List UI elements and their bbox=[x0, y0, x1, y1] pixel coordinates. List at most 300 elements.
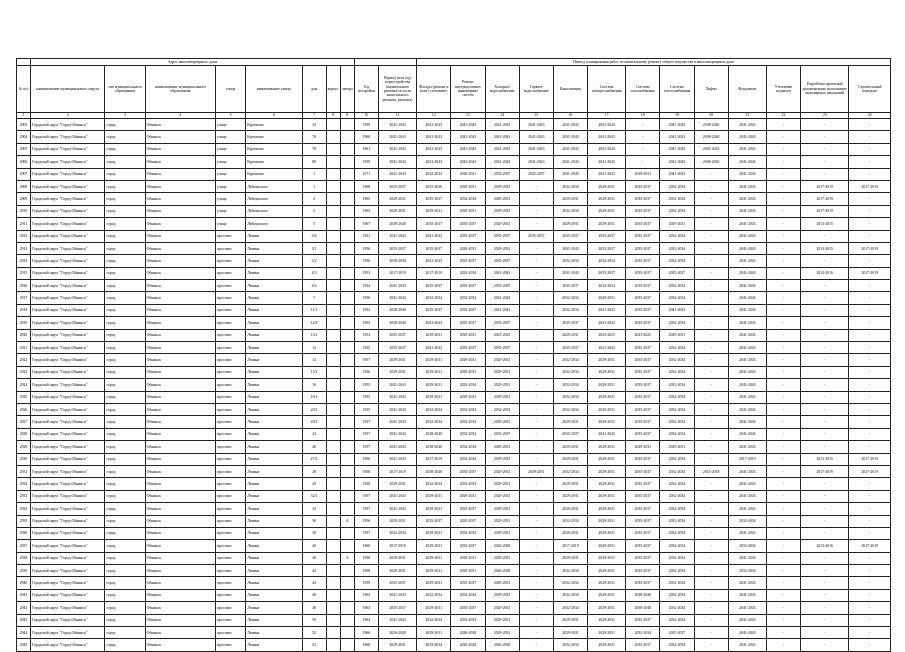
table-cell: 2032-2034 bbox=[451, 416, 485, 428]
table-cell: 2924 bbox=[17, 379, 31, 391]
table-cell: 2032-2034 bbox=[553, 565, 587, 577]
table-cell: улица bbox=[216, 193, 246, 205]
table-cell: 2029-2031 bbox=[588, 205, 626, 217]
table-cell: Ленина bbox=[246, 391, 302, 403]
table-cell: 2029-2031 bbox=[553, 503, 587, 515]
table-cell: 2041-2043 bbox=[485, 156, 519, 168]
table-cell: 1963 bbox=[354, 602, 378, 614]
table-row bbox=[17, 552, 891, 564]
table-cell bbox=[340, 503, 354, 515]
table-cell: 2035-2037 bbox=[378, 180, 416, 192]
table-cell bbox=[326, 490, 340, 502]
table-cell: 2032-2034 bbox=[553, 391, 587, 403]
table-cell: 2029-2031 bbox=[378, 193, 416, 205]
table-cell bbox=[340, 280, 354, 292]
table-cell: проспект bbox=[216, 540, 246, 552]
table-cell: - bbox=[694, 342, 728, 354]
table-cell: 2032-2034 bbox=[553, 180, 587, 192]
table-cell: 2041-2043 bbox=[728, 527, 766, 539]
table-cell bbox=[340, 218, 354, 230]
table-cell: 2032-2034 bbox=[417, 292, 451, 304]
table-row bbox=[17, 317, 891, 329]
table-cell: 2029-2031 bbox=[588, 602, 626, 614]
capital-repair-table bbox=[16, 58, 891, 652]
table-cell: 1957 bbox=[354, 503, 378, 515]
table-cell: 2035-2037 bbox=[417, 193, 451, 205]
table-cell: 2041-2043 bbox=[553, 156, 587, 168]
table-row bbox=[17, 589, 891, 601]
table-cell: Курчатова bbox=[246, 168, 302, 180]
table-cell: 2032-2034 bbox=[660, 292, 694, 304]
table-cell: город bbox=[105, 292, 145, 304]
table-cell: город bbox=[105, 527, 145, 539]
table-cell: 2035-2037 bbox=[378, 602, 416, 614]
table-cell: 2029-2031 bbox=[485, 193, 519, 205]
table-cell: 2029-2031 bbox=[485, 552, 519, 564]
register-sheet bbox=[16, 58, 891, 652]
table-cell: улица bbox=[216, 168, 246, 180]
table-cell: - bbox=[801, 639, 849, 651]
table-cell: 2945 bbox=[17, 639, 31, 651]
table-cell: 2032-2034 bbox=[451, 614, 485, 626]
table-cell: Городской округ "Город Обнинск" bbox=[31, 193, 105, 205]
table-cell: 2029-2031 bbox=[588, 465, 626, 477]
table-cell: - bbox=[694, 441, 728, 453]
table-cell: - bbox=[766, 428, 800, 440]
column-header: Ремонт внутридомовых инженерных систем bbox=[451, 66, 485, 113]
table-cell: Ленина bbox=[246, 441, 302, 453]
table-cell: проспект bbox=[216, 527, 246, 539]
table-cell: 2029-2031 bbox=[553, 527, 587, 539]
table-cell bbox=[340, 354, 354, 366]
table-cell: город bbox=[105, 589, 145, 601]
table-cell: улица bbox=[216, 180, 246, 192]
table-cell: Городской округ "Город Обнинск" bbox=[31, 540, 105, 552]
table-cell: - bbox=[801, 329, 849, 341]
table-cell: 2032-2034 bbox=[660, 639, 694, 651]
column-header: наименование муниципального округа bbox=[31, 66, 105, 113]
table-cell: проспект bbox=[216, 478, 246, 490]
table-cell: проспект bbox=[216, 403, 246, 415]
table-cell: 2032-2034 bbox=[660, 255, 694, 267]
table-cell bbox=[326, 515, 340, 527]
table-cell: 2035-2037 bbox=[588, 242, 626, 254]
table-cell: 2032-2034 bbox=[451, 292, 485, 304]
table-cell: 2026-2028 bbox=[485, 540, 519, 552]
column-number: 11 bbox=[378, 113, 416, 119]
column-number: 14 bbox=[485, 113, 519, 119]
table-cell: 14 bbox=[302, 354, 326, 366]
table-cell: 2041-2043 bbox=[417, 230, 451, 242]
table-cell: - bbox=[849, 490, 891, 502]
table-cell: Обнинск bbox=[145, 218, 215, 230]
table-cell: 2035-2037 bbox=[626, 540, 660, 552]
table-cell: - bbox=[519, 379, 553, 391]
table-cell: Ленина bbox=[246, 354, 302, 366]
table-cell: 2029-2031 bbox=[417, 354, 451, 366]
table-cell: 2029-2031 bbox=[588, 627, 626, 639]
table-cell: 2041-2043 bbox=[485, 119, 519, 131]
table-cell: город bbox=[105, 119, 145, 131]
table-cell: 2035-2037 bbox=[626, 354, 660, 366]
table-cell: Обнинск bbox=[145, 478, 215, 490]
table-cell: 2029-2031 bbox=[417, 366, 451, 378]
table-cell: 2035-2037 bbox=[626, 490, 660, 502]
table-cell: 2917 bbox=[17, 292, 31, 304]
table-cell: - bbox=[766, 218, 800, 230]
table-cell bbox=[326, 379, 340, 391]
table-cell: 2035-2037 bbox=[626, 428, 660, 440]
table-cell bbox=[326, 205, 340, 217]
table-cell bbox=[326, 304, 340, 316]
table-cell: 2029-2031 bbox=[485, 478, 519, 490]
table-cell: 1954 bbox=[354, 280, 378, 292]
table-cell: проспект bbox=[216, 354, 246, 366]
table-cell: Городской округ "Город Обнинск" bbox=[31, 552, 105, 564]
table-cell: 2035-2037 bbox=[660, 267, 694, 279]
table-cell: 2029-2031 bbox=[451, 329, 485, 341]
table-cell: 2035-2037 bbox=[553, 230, 587, 242]
table-cell: 2029-2031 bbox=[553, 193, 587, 205]
table-cell: 2035-2037 bbox=[485, 280, 519, 292]
table-cell bbox=[326, 342, 340, 354]
table-cell: 2029-2031 bbox=[588, 292, 626, 304]
table-cell bbox=[340, 540, 354, 552]
table-cell: 2041-2043 bbox=[660, 131, 694, 143]
table-cell: 2029-2031 bbox=[553, 614, 587, 626]
table-cell bbox=[326, 465, 340, 477]
table-cell bbox=[340, 478, 354, 490]
table-cell: город bbox=[105, 391, 145, 403]
table-cell: Обнинск bbox=[145, 119, 215, 131]
table-cell bbox=[326, 391, 340, 403]
table-row bbox=[17, 465, 891, 477]
table-cell: 2029-2031 bbox=[451, 565, 485, 577]
table-cell bbox=[340, 168, 354, 180]
table-cell: 2041-2043 bbox=[728, 180, 766, 192]
table-cell: 2035-2037 bbox=[553, 317, 587, 329]
table-cell: - bbox=[766, 267, 800, 279]
table-cell: 2041-2043 bbox=[519, 156, 553, 168]
table-cell: Обнинск bbox=[145, 292, 215, 304]
table-cell: 2041-2043 bbox=[485, 131, 519, 143]
table-cell: Ленина bbox=[246, 565, 302, 577]
table-cell: 2020-2021 bbox=[451, 168, 485, 180]
table-cell: 2032-2034 bbox=[660, 416, 694, 428]
table-cell: 2029-2031 bbox=[588, 540, 626, 552]
table-cell: 2041-2043 bbox=[451, 156, 485, 168]
table-cell bbox=[326, 453, 340, 465]
table-cell bbox=[326, 230, 340, 242]
table-cell: 2035-2037 bbox=[626, 280, 660, 292]
table-cell: 1956 bbox=[354, 453, 378, 465]
table-cell bbox=[326, 627, 340, 639]
column-number: 22 bbox=[766, 113, 800, 119]
table-cell bbox=[326, 180, 340, 192]
table-cell: 2029-2031 bbox=[417, 577, 451, 589]
table-cell bbox=[340, 577, 354, 589]
column-number: 15 bbox=[519, 113, 553, 119]
table-cell: 2035-2037 bbox=[485, 230, 519, 242]
table-cell bbox=[326, 143, 340, 155]
table-cell: город bbox=[105, 304, 145, 316]
table-cell: Городской округ "Город Обнинск" bbox=[31, 329, 105, 341]
table-cell: 2029-2031 bbox=[451, 242, 485, 254]
table-cell: 2035-2037 bbox=[451, 218, 485, 230]
table-cell: - bbox=[801, 565, 849, 577]
table-cell: 2029-2031 bbox=[519, 465, 553, 477]
table-cell: 2041-2043 bbox=[728, 205, 766, 217]
table-cell: - bbox=[766, 230, 800, 242]
table-cell: 4/4 bbox=[302, 280, 326, 292]
table-cell: 2035-2037 bbox=[626, 180, 660, 192]
table-cell: 2035-2036 bbox=[417, 180, 451, 192]
table-cell: 2041-2043 bbox=[728, 156, 766, 168]
table-cell: 2029-2031 bbox=[378, 354, 416, 366]
table-cell: - bbox=[849, 329, 891, 341]
table-cell: - bbox=[849, 527, 891, 539]
table-cell: - bbox=[849, 441, 891, 453]
table-cell: 2029-2031 bbox=[485, 242, 519, 254]
table-row bbox=[17, 540, 891, 552]
table-cell: 1955 bbox=[354, 391, 378, 403]
table-cell: 2029-2031 bbox=[660, 218, 694, 230]
table-cell: 1958 bbox=[354, 465, 378, 477]
table-cell: 2935 bbox=[17, 515, 31, 527]
table-cell: 2041-2043 bbox=[378, 490, 416, 502]
table-cell: 2029-2031 bbox=[485, 441, 519, 453]
table-cell: 2038-2040 bbox=[417, 441, 451, 453]
table-cell: 2032-2034 bbox=[660, 428, 694, 440]
table-row bbox=[17, 490, 891, 502]
table-cell: 2041-2043 bbox=[378, 131, 416, 143]
table-cell: 2032-2034 bbox=[660, 193, 694, 205]
table-cell: Обнинск bbox=[145, 255, 215, 267]
table-cell: 3/2 bbox=[302, 255, 326, 267]
table-cell: 2029-2031 bbox=[485, 218, 519, 230]
table-cell: город bbox=[105, 565, 145, 577]
table-cell: - bbox=[694, 329, 728, 341]
table-cell: - bbox=[694, 230, 728, 242]
table-cell: 2029-2031 bbox=[378, 478, 416, 490]
table-cell: - bbox=[694, 639, 728, 651]
table-cell: 2923 bbox=[17, 366, 31, 378]
table-row bbox=[17, 639, 891, 651]
table-cell bbox=[340, 379, 354, 391]
table-cell: Городской округ "Город Обнинск" bbox=[31, 255, 105, 267]
table-cell bbox=[340, 416, 354, 428]
table-cell: 2032-2034 bbox=[553, 589, 587, 601]
table-cell: 2029-2031 bbox=[451, 205, 485, 217]
table-cell: 2041-2043 bbox=[417, 255, 451, 267]
table-cell bbox=[340, 242, 354, 254]
table-cell: 2029-2031 bbox=[417, 503, 451, 515]
table-cell: - bbox=[766, 180, 800, 192]
table-cell: - bbox=[801, 527, 849, 539]
table-cell: - bbox=[849, 193, 891, 205]
table-cell: - bbox=[519, 589, 553, 601]
table-cell: - bbox=[694, 540, 728, 552]
table-cell: 2035-2037 bbox=[451, 515, 485, 527]
table-cell: - bbox=[849, 602, 891, 614]
table-cell: 2041-2043 bbox=[660, 156, 694, 168]
table-cell: - bbox=[766, 119, 800, 131]
table-cell: город bbox=[105, 156, 145, 168]
table-cell: 2029-2031 bbox=[485, 627, 519, 639]
table-cell: - bbox=[849, 515, 891, 527]
table-row bbox=[17, 230, 891, 242]
table-cell: - bbox=[849, 205, 891, 217]
column-header: Утепление подвалов bbox=[766, 66, 800, 113]
table-cell: Городской округ "Город Обнинск" bbox=[31, 354, 105, 366]
table-row bbox=[17, 131, 891, 143]
table-cell: 2041-2043 bbox=[728, 552, 766, 564]
table-cell: 1958 bbox=[354, 552, 378, 564]
table-cell: 11/1 bbox=[302, 304, 326, 316]
table-cell: Ленина bbox=[246, 329, 302, 341]
table-cell: 2041-2043 bbox=[588, 317, 626, 329]
table-cell: - bbox=[766, 614, 800, 626]
table-cell: 2032-2034 bbox=[451, 589, 485, 601]
table-cell: Ленина bbox=[246, 614, 302, 626]
table-cell: 2041-2043 bbox=[378, 416, 416, 428]
table-cell bbox=[326, 218, 340, 230]
table-cell: 2035-2037 bbox=[626, 639, 660, 651]
table-cell: 42 bbox=[302, 565, 326, 577]
table-cell: 2925 bbox=[17, 391, 31, 403]
table-cell: проспект bbox=[216, 639, 246, 651]
table-cell: - bbox=[519, 366, 553, 378]
table-row bbox=[17, 329, 891, 341]
column-number: 19 bbox=[660, 113, 694, 119]
table-cell: 1955 bbox=[354, 403, 378, 415]
table-cell: 2035-2037 bbox=[626, 527, 660, 539]
table-cell: Обнинск bbox=[145, 391, 215, 403]
table-cell: 2927 bbox=[17, 416, 31, 428]
table-cell: 2032-2034 bbox=[660, 552, 694, 564]
table-cell: проспект bbox=[216, 565, 246, 577]
table-cell: проспект bbox=[216, 342, 246, 354]
table-cell: Городской округ "Город Обнинск" bbox=[31, 602, 105, 614]
table-cell: 2029-2031 bbox=[485, 366, 519, 378]
table-cell: 2032-2034 bbox=[660, 403, 694, 415]
table-cell: - bbox=[766, 366, 800, 378]
table-cell: Городской округ "Город Обнинск" bbox=[31, 565, 105, 577]
table-cell: 2029-2031 bbox=[588, 218, 626, 230]
table-cell: - bbox=[519, 205, 553, 217]
table-cell: - bbox=[766, 156, 800, 168]
table-cell: 2029-2031 bbox=[588, 453, 626, 465]
table-cell: Ленина bbox=[246, 465, 302, 477]
table-cell: - bbox=[694, 391, 728, 403]
table-cell: 12/4 bbox=[302, 317, 326, 329]
table-cell: Обнинск bbox=[145, 180, 215, 192]
table-cell: 2029-2031 bbox=[417, 602, 451, 614]
table-cell: Обнинск bbox=[145, 453, 215, 465]
table-cell: город bbox=[105, 503, 145, 515]
table-cell: 2041-2043 bbox=[728, 366, 766, 378]
table-cell: - bbox=[519, 218, 553, 230]
table-cell: 2032-2034 bbox=[728, 515, 766, 527]
table-row bbox=[17, 354, 891, 366]
table-cell: 2029-2031 bbox=[588, 403, 626, 415]
table-cell: 2032-2034 bbox=[451, 527, 485, 539]
table-cell: 2944 bbox=[17, 627, 31, 639]
table-cell bbox=[326, 366, 340, 378]
table-cell: 2013-2015 bbox=[801, 218, 849, 230]
table-cell: 2926 bbox=[17, 403, 31, 415]
table-cell bbox=[326, 131, 340, 143]
table-cell bbox=[326, 503, 340, 515]
table-cell bbox=[340, 131, 354, 143]
table-cell: 2029-2031 bbox=[553, 218, 587, 230]
table-row bbox=[17, 478, 891, 490]
column-number: 17 bbox=[588, 113, 626, 119]
table-cell: город bbox=[105, 131, 145, 143]
table-cell: 2032-2034 bbox=[660, 527, 694, 539]
table-cell: 2014-2016 bbox=[801, 267, 849, 279]
table-body bbox=[17, 119, 891, 652]
table-cell: Городской округ "Город Обнинск" bbox=[31, 156, 105, 168]
table-cell: 2029-2031 bbox=[378, 639, 416, 651]
table-cell: 1952 bbox=[354, 304, 378, 316]
table-cell: - bbox=[766, 577, 800, 589]
table-cell: 1955 bbox=[354, 317, 378, 329]
table-cell: 1957 bbox=[354, 354, 378, 366]
column-number: 8 bbox=[326, 113, 340, 119]
table-cell: Ленина bbox=[246, 490, 302, 502]
table-cell: - bbox=[694, 602, 728, 614]
table-cell: 2911 bbox=[17, 218, 31, 230]
table-cell: - bbox=[694, 614, 728, 626]
table-cell: 2041-2043 bbox=[728, 230, 766, 242]
table-cell: - bbox=[694, 366, 728, 378]
table-cell: 2029-2031 bbox=[588, 366, 626, 378]
table-cell: 2041-2043 bbox=[728, 403, 766, 415]
table-cell: - bbox=[766, 379, 800, 391]
table-cell: 2035-2037 bbox=[626, 565, 660, 577]
table-cell bbox=[326, 552, 340, 564]
table-cell: 1956 bbox=[354, 292, 378, 304]
table-cell: Ленина bbox=[246, 428, 302, 440]
table-cell: город bbox=[105, 242, 145, 254]
table-cell: Обнинск bbox=[145, 602, 215, 614]
table-cell: 2908 bbox=[17, 180, 31, 192]
table-cell: 26 bbox=[302, 441, 326, 453]
table-cell: Обнинск bbox=[145, 639, 215, 651]
table-cell: 2903 bbox=[17, 119, 31, 131]
table-row bbox=[17, 391, 891, 403]
table-cell: 2035-2037 bbox=[451, 317, 485, 329]
table-cell: - bbox=[849, 131, 891, 143]
table-cell: 2032-2034 bbox=[553, 354, 587, 366]
table-cell: 2035-2037 bbox=[553, 280, 587, 292]
table-cell: Обнинск bbox=[145, 143, 215, 155]
table-cell: 2026-2028 bbox=[451, 639, 485, 651]
table-cell: 20/2 bbox=[302, 416, 326, 428]
table-cell: 2041-2043 bbox=[728, 193, 766, 205]
table-cell: Лейпунского bbox=[246, 205, 302, 217]
table-cell: Городской округ "Город Обнинск" bbox=[31, 342, 105, 354]
table-cell: Городской округ "Город Обнинск" bbox=[31, 391, 105, 403]
table-cell: Городской округ "Город Обнинск" bbox=[31, 317, 105, 329]
table-cell: 2017-2019 bbox=[801, 193, 849, 205]
table-cell: проспект bbox=[216, 589, 246, 601]
table-cell: 2035-2037 bbox=[451, 230, 485, 242]
table-cell: - bbox=[766, 143, 800, 155]
table-cell: 2029-2031 bbox=[588, 490, 626, 502]
table-cell bbox=[326, 242, 340, 254]
